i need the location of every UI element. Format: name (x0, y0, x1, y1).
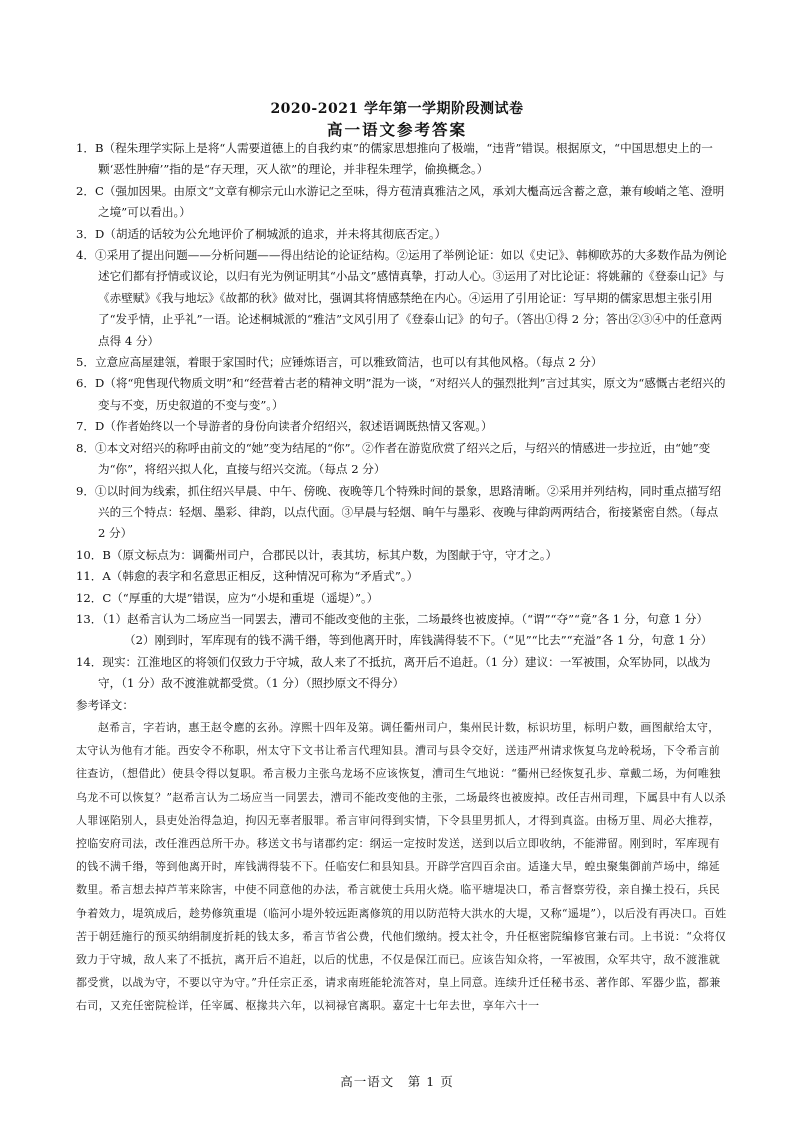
exam-title: 2020-2021 学年第一学期阶段测试卷 (270, 101, 524, 117)
answer-item-7: 7．D（作者始终以一个导游者的身份向读者介绍绍兴，叙述语调既热情又客观。） (76, 419, 493, 434)
answer-item-2: 2．C（强加因果。由原文“文章有柳宗元山水游记之至味，得方苞清真雅洁之风，承刘大櫆高远含蓄之意，兼有峻峭之笔、澄明之境”可以看出。） (76, 183, 725, 220)
answer-item-13-1: 13．（1）赵希言认为二场应当一同罢去，漕司不能改变他的主张，二场最终也被废掉。（“谓”“夺”“竟”各 1 分，句意 1 分） (76, 611, 709, 626)
answer-item-1: 1．B（程朱理学实际上是将“人需要道德上的自我约束”的儒家思想推向了极端，“违背”错误。根据原文，“中国思想史上的一颗‘恶性肿瘤’”指的是“存天理，灭人欲”的理论，并非程朱理学，偷换概念。） (76, 141, 713, 177)
answer-item-5: 5．立意应高屋建瓴，着眼于家国时代；应锤炼语言，可以雅致简洁，也可以有其他风格。（每点 2 分） (76, 355, 603, 370)
page-footer: 高一语文 第 1 页 (340, 1074, 454, 1089)
translation-text: 赵希言，字若讷，惠王赵令應的玄孙。淳熙十四年及第。调任衢州司户，集州民计数，标识坊里，标明户数，画图献给太守，太守认为他有才能。西安令不称职，州太守下文书让希言代理知县。漕司与县令交好，送违严州请求恢复乌龙岭税场，下令希言前往查访，（想借此）使县令得以复职。希言极力主张乌龙场不应该恢复，漕司生气地说：“衢州已经恢复孔步、章戴二场，为何唯独乌龙不可以恢复？”赵希言认为二场应当一同罢去，漕司不能改变他的主张，二场最终也被废掉。改任吉州司理，下属县中有人以杀人罪诬陷别人，县吏处治得急迫，拘囚无辜者服罪。希言审问得到实情，下令县里男抓人，才得到真盗。由杨万里、周必大推荐，控临安府司法，改任淮西总所干办。移送文书与诸郡约定：纲运一定按时发送，送到以后立即收纳，不能滞留。刚到时，军库现有的钱不满千缗，等到他离开时，库钱满得装不下。任临安仁和县知县。开辟学宫四百余亩。适逢大旱，蝗虫聚集御前芦场中，绵延数里。希言想去掉芦苇来除害，中使不同意他的办法，希言就使士兵用火烧。临平塘堤决口，希言督察劳役，亲自操土投石，兵民争着效力，堤筑成后，趁势修筑重堤（临河小堤外较远距离修筑的用以防范特大洪水的大堤，又称“遥堤”），以后没有再决口。百姓苦于朝廷施行的预买纳绢制度折耗的钱太多，希言节省公费，代他们缴纳。授太社令，升任枢密院编修官兼右司。上书说：“众将仅致力于守城，敌人来了不抵抗，离开后不追赶，以后的忧患，不仅是保江而已。应该告知众将，一军被围，众军共守，敌不渡淮就都受赏，以战为守，不要以守为守。”升任宗正丞，请求南班能轮流答对，皇上同意。连续升迁任秘书丞、著作郎、军器少监，都兼右司，又充任密院检详，任宰属、枢掾共六年，以祠禄官离职。嘉定十七年去世，享年六十一 (76, 720, 727, 1013)
answer-item-9: 9．①以时间为线索，抓住绍兴早晨、中午、傍晚、夜晚等几个特殊时间的景象，思路清晰。②采用并列结构，同时重点描写绍兴的三个特点：轻烟、墨彩、律韵，以点代面。③早晨与轻烟、晌午与墨彩、夜晚与律韵两两结合，衔接紧密自然。（每点 2 分） (76, 483, 722, 541)
answer-item-8: 8．①本文对绍兴的称呼由前文的“她”变为结尾的“你”。②作者在游览欣赏了绍兴之后，与绍兴的情感进一步拉近，由“她”变为“你”，将绍兴拟人化，直接与绍兴交流。（每点 2 分） (76, 440, 711, 477)
answer-item-13-2: （2）刚到时，军库现有的钱不满千缗，等到他离开时，库钱满得装不下。（“见”“比去”“充溢”各 1 分，句意 1 分） (124, 633, 713, 648)
answer-list (76, 138, 728, 1018)
answer-item-12: 12．C（“厚重的大堤”错误，应为“小堤和重堤（遥堤）”。） (76, 590, 379, 605)
answer-item-4: 4．①采用了提出问题——分析问题——得出结论的论证结构。②运用了举例论证：如以《史记》、韩柳欧苏的大多数作品为例论述它们都有抒情或议论，以归有光为例证明其“小品文”感情真挚，打动人心。③运用了对比论证：将姚鼐的《登泰山记》与《赤壁赋》《我与地坛》《故都的秋》做对比，强调其将情感禁绝在内心。④运用了引用论证：写早期的儒家思想主张引用了“发乎情，止乎礼”一语。论述桐城派的“雅洁”文风引用了《登泰山记》的句子。（答出①得 2 分；答出②③④中的任意两点得 4 分） (76, 248, 727, 348)
answer-item-14: 14．现实：江淮地区的将领们仅致力于守城，敌人来了不抵抗，离开后不追赶。（1 分）建议：一军被围，众军协同，以战为守，（1 分）敌不渡淮就都受赏。（1 分）（照抄原文不得分） (76, 654, 711, 691)
answer-item-11: 11．A（韩愈的表字和名意思正相反，这种情况可称为“矛盾式”。） (76, 569, 419, 584)
answer-item-10: 10．B（原文标点为：调衢州司户，合郡民以计，表其坊，标其户数，为图献于守，守才之。） (76, 547, 558, 562)
answer-item-6: 6．D（将“兜售现代物质文明”和“经营着古老的精神文明”混为一谈，“对绍兴人的强烈批判”言过其实，原文为“感慨古老绍兴的变与不变，历史叙道的不变与变”。） (76, 376, 726, 412)
answer-title: 高一语文参考答案 (326, 120, 467, 139)
answer-item-3: 3．D（胡适的话较为公允地评价了桐城派的追求，并未将其彻底否定。） (76, 226, 447, 241)
translation-heading: 参考译文： (76, 697, 134, 712)
